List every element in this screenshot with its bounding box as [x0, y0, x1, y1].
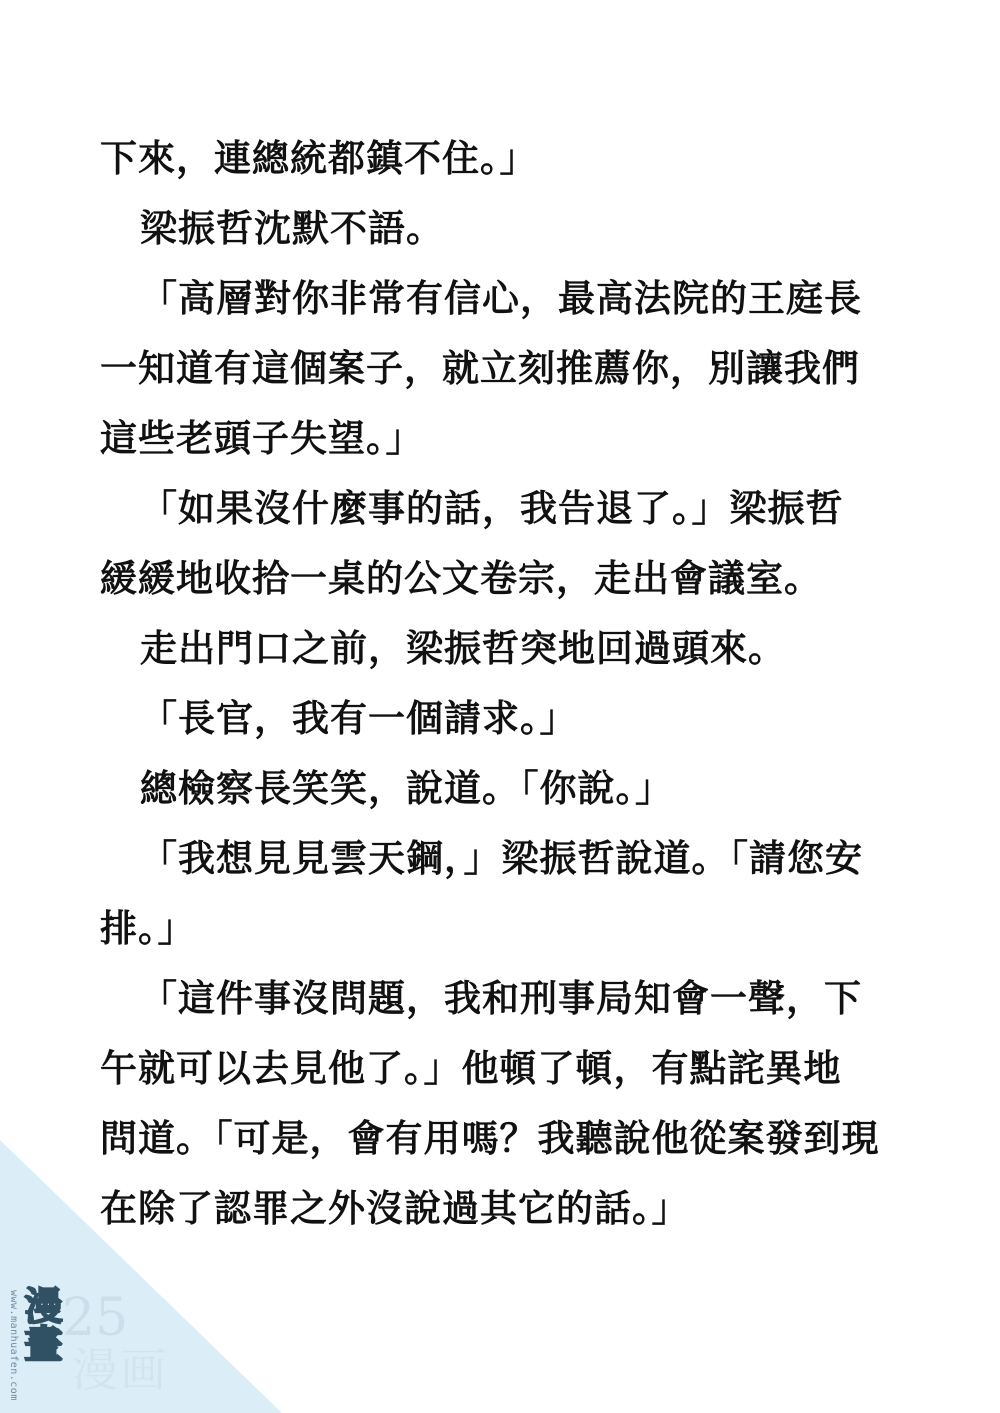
text-line: 「我想見見雲天鋼，」梁振哲說道。「請您安	[140, 837, 863, 880]
text-line: 排。」	[100, 907, 196, 950]
watermark-url: www.manhuafen.com	[8, 1290, 19, 1401]
text-line: 這些老頭子失望。」	[100, 417, 424, 460]
text-line: 走出門口之前，梁振哲突地回過頭來。	[140, 627, 786, 670]
text-line: 「這件事沒問題，我和刑事局知會一聲，下	[140, 977, 862, 1020]
text-line: 「長官，我有一個請求。」	[140, 697, 578, 740]
text-line: 緩緩地收拾一桌的公文卷宗，走出會議室。	[100, 557, 822, 600]
text-line: 問道。「可是，會有用嗎？我聽說他從案發到現	[100, 1117, 880, 1160]
text-line: 總檢察長笑笑，說道。「你說。」	[140, 767, 673, 810]
text-line: 「如果沒什麼事的話，我告退了。」梁振哲	[140, 487, 844, 530]
watermark-brand: 漫画	[72, 1343, 168, 1397]
text-line: 下來，連總統都鎮不住。」	[100, 137, 538, 180]
watermark-logo: 漫畫	[18, 1286, 62, 1362]
text-line: 在除了認罪之外沒說過其它的話。」	[100, 1187, 690, 1230]
text-line: 午就可以去見他了。」他頓了頓，有點詫異地	[100, 1047, 842, 1090]
text-line: 一知道有這個案子，就立刻推薦你，別讓我們	[100, 347, 860, 390]
text-line: 「高層對你非常有信心，最高法院的王庭長	[140, 277, 862, 320]
text-line: 梁振哲沈默不語。	[140, 207, 444, 250]
page-number: 25	[62, 1288, 129, 1348]
